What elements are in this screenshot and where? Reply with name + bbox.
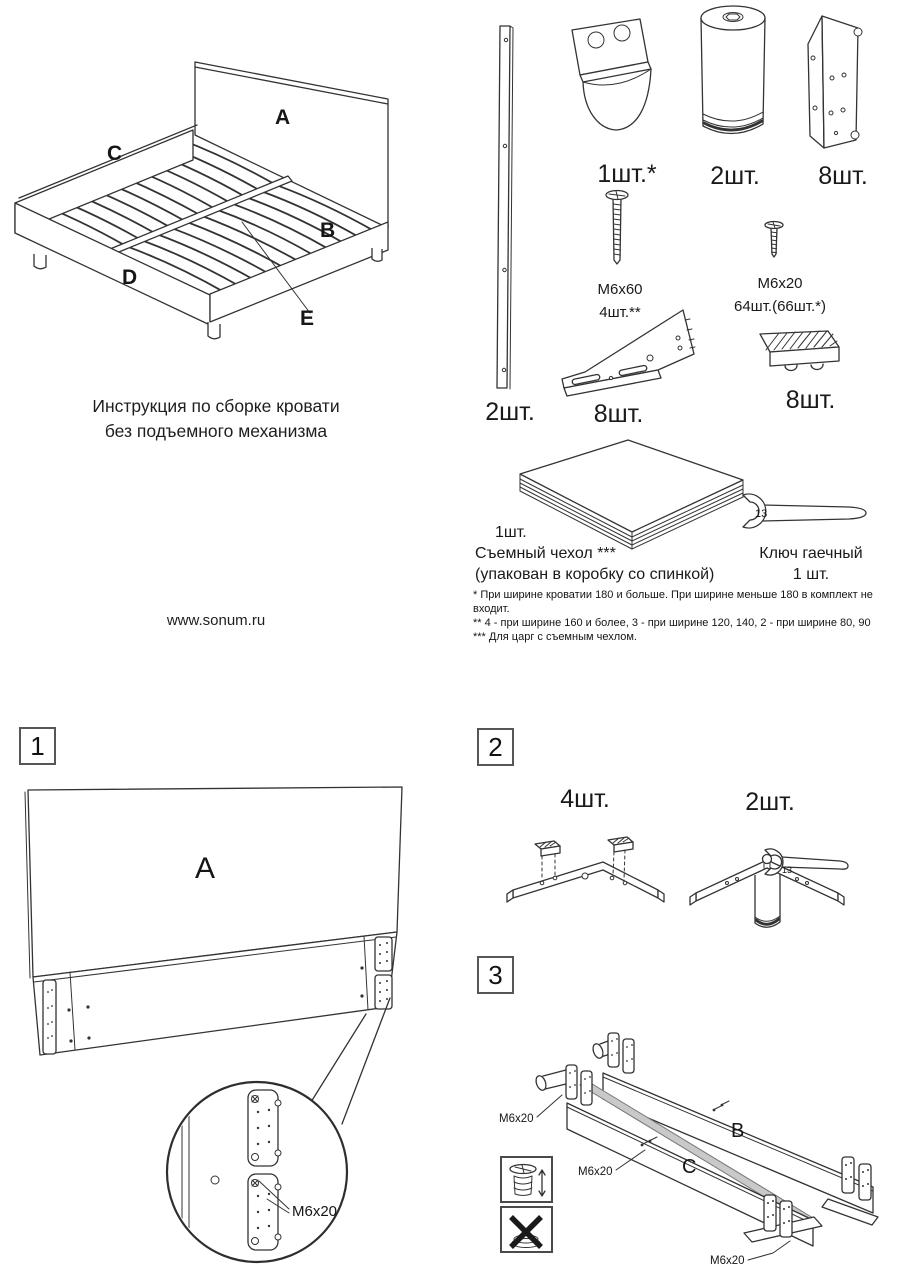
part-headboard-hanger-figure bbox=[560, 10, 668, 145]
part-screw-m6x60-figure bbox=[600, 186, 640, 270]
doc-title-line2: без подъемного механизма bbox=[104, 421, 328, 441]
bed-label-c: C bbox=[107, 142, 123, 165]
step2-right-qty: 2шт. bbox=[745, 788, 795, 816]
part-support-strip-qty: 2шт. bbox=[485, 398, 535, 426]
part-leg-bracket-figure bbox=[558, 308, 703, 396]
no-overtighten-warning-icon bbox=[502, 1208, 551, 1251]
bed-label-b: B bbox=[320, 219, 336, 242]
step-2-left-diagram bbox=[492, 828, 682, 940]
step3-screw-label-2: M6x20 bbox=[578, 1166, 613, 1178]
step3-screw-label-3: M6x20 bbox=[710, 1255, 745, 1267]
step-1-diagram bbox=[12, 772, 432, 1277]
part-screw-m6x20-figure bbox=[758, 218, 790, 262]
screw-depth-warning bbox=[500, 1156, 553, 1203]
part-wrench-figure bbox=[733, 488, 873, 536]
part-headboard-hanger-qty: 1шт.* bbox=[597, 160, 657, 188]
part-cover-caption bbox=[475, 522, 735, 585]
part-leg-cylinder-figure bbox=[695, 2, 773, 150]
wrench-name: Ключ гаечный bbox=[759, 545, 863, 562]
screw-m6x60-qty: 4шт.** bbox=[599, 304, 641, 321]
part-leg-bracket-qty: 8шт. bbox=[593, 400, 644, 428]
step3-screw-label-1: M6x20 bbox=[499, 1113, 534, 1125]
part-wrench-caption bbox=[741, 543, 881, 585]
no-overtighten-warning bbox=[500, 1206, 553, 1253]
website-url: www.sonum.ru bbox=[166, 612, 266, 629]
step1-screw-label: M6x20 bbox=[292, 1203, 338, 1220]
footnote-2: ** 4 - при ширине 160 и более, 3 - при ширине 120, 140, 2 - при ширине 80, 90 bbox=[473, 617, 871, 629]
step3-rail-c-label: C bbox=[682, 1156, 697, 1178]
footnote-1: * При ширине кроватии 180 и больше. При ширине меньше 180 в комплект не входит. bbox=[473, 589, 873, 615]
doc-title-line1: Инструкция по сборке кровати bbox=[92, 396, 340, 416]
footnotes bbox=[473, 588, 888, 644]
bed-label-d: D bbox=[122, 266, 138, 289]
screw-m6x60-name: M6x60 bbox=[597, 281, 643, 298]
part-screw-m6x20-label bbox=[722, 272, 838, 318]
step2-wrench-size-label: 13 bbox=[782, 865, 793, 875]
bed-overview-diagram bbox=[10, 8, 460, 390]
screw-m6x20-qty: 64шт.(66шт.*) bbox=[733, 298, 826, 315]
step1-panel-label: A bbox=[195, 852, 216, 885]
part-leg-cylinder-qty: 2шт. bbox=[710, 162, 760, 190]
step-3-number: 3 bbox=[477, 956, 514, 994]
part-support-strip-figure bbox=[488, 18, 528, 393]
step-2-number: 2 bbox=[477, 728, 514, 766]
step2-left-qty: 4шт. bbox=[560, 785, 610, 813]
wrench-size-label: 13 bbox=[755, 508, 768, 520]
cover-qty: 1шт. bbox=[495, 524, 527, 541]
part-lath-holder-figure bbox=[753, 324, 845, 374]
cover-note: (упакован в коробку со спинкой) bbox=[475, 566, 715, 583]
footnote-3: *** Для царг с съемным чехлом. bbox=[473, 631, 637, 643]
part-lath-holder-qty: 8шт. bbox=[785, 386, 836, 414]
wrench-qty: 1 шт. bbox=[792, 566, 830, 583]
part-angle-bracket-qty: 8шт. bbox=[818, 162, 868, 190]
bed-label-a: A bbox=[275, 106, 291, 129]
part-angle-bracket-figure bbox=[798, 8, 870, 153]
screw-m6x20-name: M6x20 bbox=[757, 275, 803, 292]
cover-name: Съемный чехол *** bbox=[475, 545, 616, 562]
step3-rail-b-label: B bbox=[731, 1120, 745, 1142]
bed-label-e: E bbox=[300, 307, 315, 330]
step-1-number: 1 bbox=[19, 727, 56, 765]
step-2-right-diagram bbox=[690, 835, 895, 960]
doc-title bbox=[56, 394, 376, 444]
screw-depth-warning-icon bbox=[502, 1158, 551, 1201]
